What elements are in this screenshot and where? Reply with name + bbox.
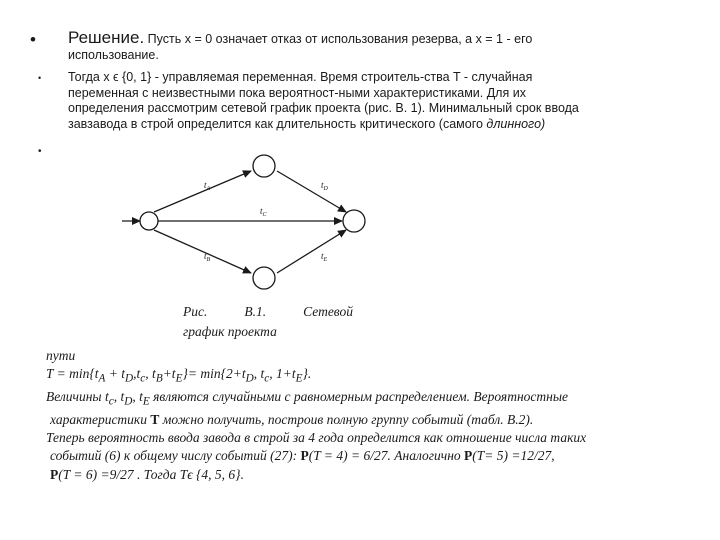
body-line-3: Величины $t_c$, $t_D$, $t_E$ являются случайными с равномерным распределением. Вероятностные [46, 389, 568, 408]
node-start [140, 212, 158, 230]
body-line-2: $T = \min\{t_A + t_D,t_c$, $t_B+t_E\}= \min\{2+t_D$, $t_c$, $1+t_E$}. [46, 366, 312, 385]
solution-line-1: Пусть x = 0 означает отказ от использования резерва, а x = 1 - его [144, 32, 533, 46]
label-tC: $t_C$ [260, 206, 267, 218]
label-tA: $t_A$ [204, 180, 211, 192]
network-graph [120, 150, 380, 298]
bullet-3: • [38, 146, 42, 157]
description-paragraph [68, 70, 668, 132]
body-line-5: Теперь вероятность ввода завода в строй за 4 года определится как отношение числа таких [46, 430, 587, 446]
body-line-1: пути [46, 348, 76, 363]
caption-line-2: график проекта [183, 324, 277, 339]
body-line-4: характеристики T можно получить, построив полную группу событий (табл. В.2). [50, 411, 534, 427]
body-text [46, 347, 706, 484]
solution-line-2: использование. [68, 47, 159, 62]
edge-tA [154, 171, 251, 212]
solution-heading: Решение. [68, 28, 145, 47]
node-bottom [253, 267, 275, 289]
node-top [253, 155, 275, 177]
label-tB: $t_B$ [204, 251, 211, 263]
label-tD: $t_D$ [321, 180, 328, 192]
label-tE: $t_E$ [321, 251, 328, 263]
edge-tB [154, 230, 251, 273]
description-line-4-italic: длинного) [486, 116, 546, 131]
bullet-2: • [38, 73, 42, 83]
solution-paragraph [68, 30, 668, 63]
description-line-3: определения рассмотрим сетевой график проекта (рис. В. 1). Минимальный срок ввода [68, 101, 579, 115]
node-end [343, 210, 365, 232]
caption-ris: Рис. [183, 304, 208, 319]
description-line-4: завзавода в строй определится как длительность критического (самого [68, 116, 487, 131]
description-line-1: Тогда x ϵ {0, 1} - управляемая переменная. Время строитель-ства T - случайная [68, 70, 533, 84]
body-line-6: событий (6) к общему числу событий (27): P(T = 4) = 6/27. Аналогично P(T= 5) =12/27, [50, 448, 555, 464]
description-line-2: переменная с неизвестными пока вероятност-ными характеристиками. Для их [68, 85, 526, 100]
edge-tD [277, 171, 346, 212]
bullet-1: • [30, 30, 36, 49]
caption-word: Сетевой [303, 304, 353, 319]
caption-number: В.1. [244, 304, 267, 319]
body-line-7: P(T = 6) =9/27 . Тогда Tϵ {4, 5, 6}. [50, 466, 244, 482]
figure-caption [183, 302, 353, 342]
edge-tE [277, 230, 346, 273]
